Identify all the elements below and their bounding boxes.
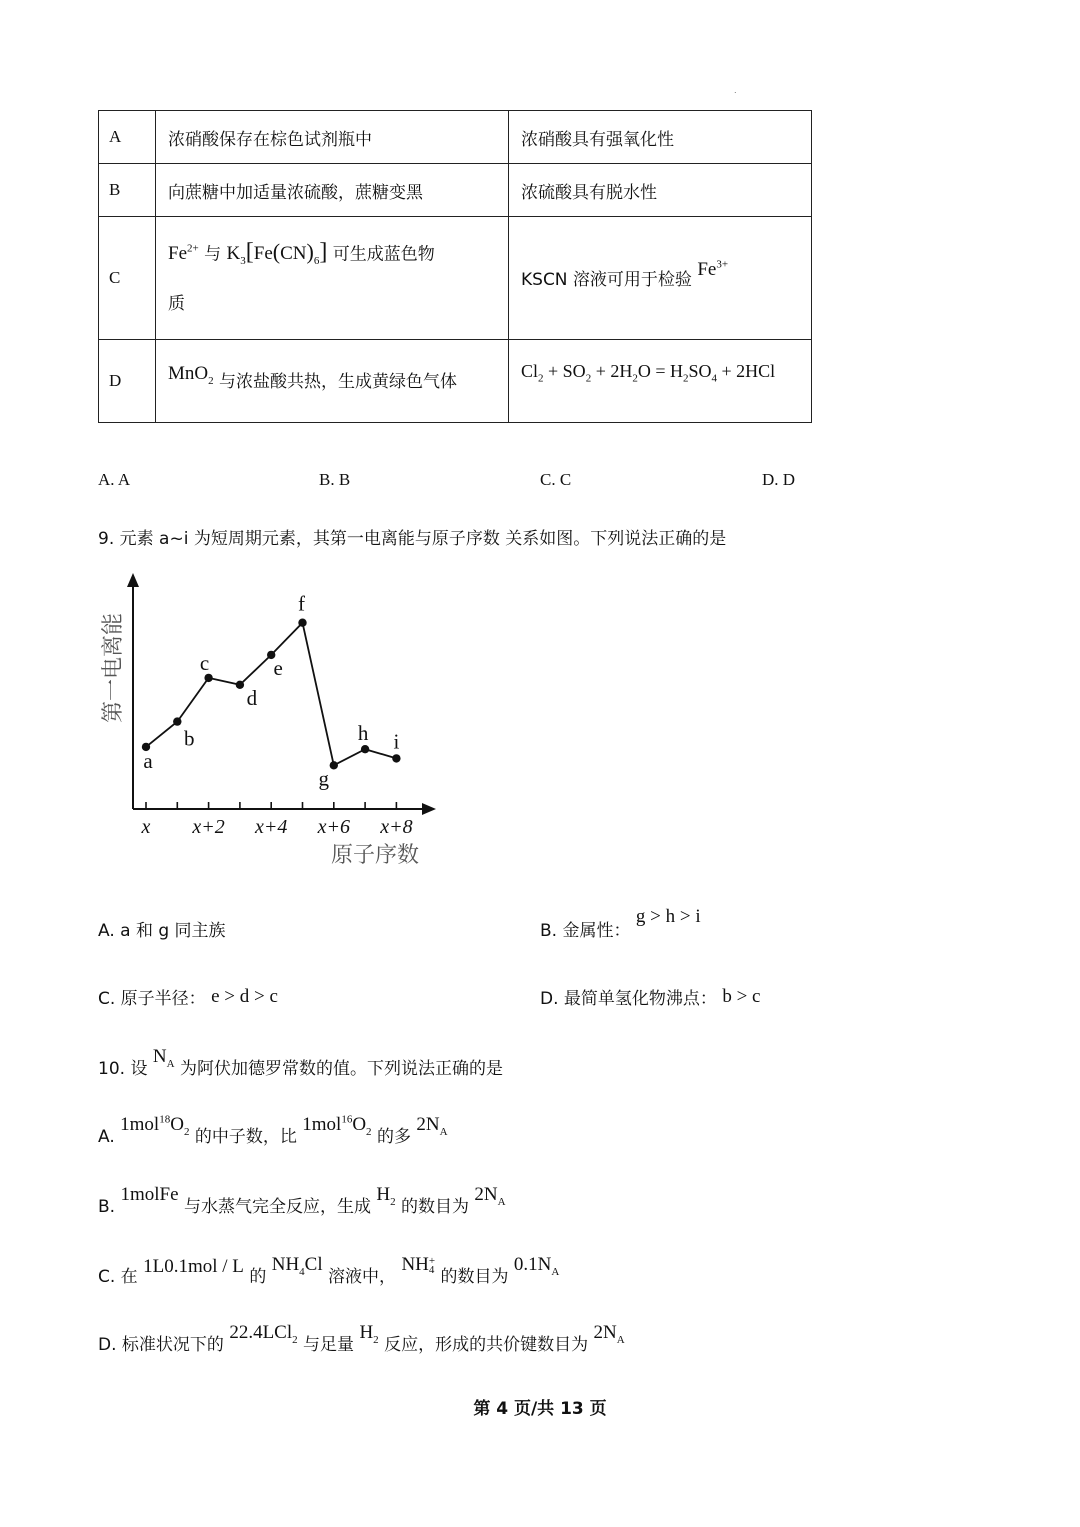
- statement-2: [509, 340, 812, 423]
- formula-h2: $H_2$: [376, 1184, 396, 1208]
- page-dot: .: [734, 86, 737, 95]
- q10-stem-suffix: 为阿伏加德罗常数的值。下列说法正确的是: [179, 1059, 503, 1079]
- x-tick-labels: [141, 816, 413, 838]
- point-label-f: f: [298, 591, 305, 616]
- q10-option-c-mid2: 溶液中，: [328, 1267, 397, 1287]
- q10-option-d: [98, 1322, 625, 1358]
- statement-1-suffix: 可生成蓝色物: [332, 244, 435, 265]
- formula-0-1na: $0.1N_A$: [513, 1254, 560, 1278]
- statement-1: 浓硝酸保存在棕色试剂瓶中: [156, 111, 509, 164]
- statement-1: 向蔗糖中加适量浓硫酸，蔗糖变黑: [156, 164, 509, 217]
- data-point-h: [361, 745, 369, 753]
- formula-1molfe: 1molFe: [120, 1184, 179, 1205]
- table-row: [99, 340, 812, 423]
- question-10-stem: [98, 1046, 503, 1082]
- q9-option-d-expr: b > c: [722, 986, 761, 1007]
- point-label-a: a: [143, 748, 153, 773]
- formula-ferricyanide: $K_3[Fe(CN)_6]$: [226, 239, 328, 268]
- data-point-i: [392, 754, 400, 762]
- point-label-g: g: [318, 766, 330, 791]
- q9-option-a: A. a 和 g 同主族: [98, 921, 226, 941]
- options-table: [98, 110, 812, 423]
- point-label-i: i: [393, 729, 400, 754]
- q10-option-a-mid: 的中子数，比: [194, 1127, 297, 1147]
- q10-option-d-label: D. 标准状况下的: [98, 1335, 224, 1355]
- choice-b: B. B: [319, 470, 351, 489]
- row-key: C: [99, 217, 156, 340]
- point-label-e: e: [273, 655, 283, 680]
- statement-2-prefix: KSCN 溶液可用于检验: [521, 270, 692, 290]
- statement-2: 浓硫酸具有脱水性: [509, 164, 812, 217]
- data-points: [142, 619, 401, 770]
- statement-1: [156, 340, 509, 423]
- formula-h2: $H_2$: [359, 1322, 379, 1346]
- table-row: [99, 164, 812, 217]
- page-footer: 第 4 页/共 13 页: [473, 1399, 607, 1419]
- q9-option-b-prefix: B. 金属性：: [540, 921, 631, 941]
- formula-22-4lcl2: 22.4LCl$_2$: [229, 1322, 298, 1346]
- q10-option-a: [98, 1113, 448, 1150]
- statement-2: 浓硝酸具有强氧化性: [509, 111, 812, 164]
- q9-option-c-expr: e > d > c: [211, 986, 278, 1007]
- q10-option-c-label: C. 在: [98, 1267, 138, 1287]
- x-tick-label: x+4: [255, 816, 288, 838]
- q10-option-a-end: 的多: [376, 1127, 411, 1147]
- q10-option-d-mid2: 反应，形成的共价键数目为: [384, 1335, 589, 1355]
- statement-1: $Fe^{2+}$ 与 $K_3[Fe(CN)_6]$ 可生成蓝色物 质: [156, 217, 509, 340]
- ionization-energy-chart: [90, 568, 450, 878]
- statement-1-suffix: 与浓盐酸共热，生成黄绿色气体: [219, 372, 458, 393]
- q10-stem-prefix: 10. 设: [98, 1059, 148, 1079]
- data-point-d: [236, 681, 244, 689]
- q9-option-c: [98, 984, 278, 1010]
- equation-cl2-so2: $Cl_2 + SO_2 + 2H_2O = H_2SO_4 + 2HCl$: [521, 361, 776, 385]
- q10-option-c-end: 的数目为: [440, 1267, 509, 1287]
- x-tick-label: x+8: [380, 816, 413, 838]
- row-key: D: [99, 340, 156, 423]
- q9-option-c-prefix: C. 原子半径：: [98, 989, 206, 1009]
- choice-a: A. A: [98, 470, 131, 489]
- x-ticks: [146, 802, 396, 809]
- formula-fe3: $Fe^{3+}$: [697, 258, 729, 280]
- point-label-h: h: [357, 721, 369, 746]
- q9-option-d-prefix: D. 最简单氢化物沸点：: [540, 989, 717, 1009]
- x-axis-label: 原子序数: [330, 842, 420, 867]
- question-9-stem: 9. 元素 a~i 为短周期元素，其第一电离能与原子序数 关系如图。下列说法正确的是: [98, 529, 727, 549]
- x-tick-label: x: [141, 816, 151, 838]
- point-label-c: c: [199, 650, 210, 675]
- formula-1mol-18o2: $1mol^{18}O_2$: [120, 1113, 190, 1138]
- statement-1-line2: 质: [168, 294, 185, 315]
- q10-option-c-mid1: 的: [249, 1267, 267, 1287]
- formula-2na: $2N_A$: [416, 1114, 448, 1138]
- table-row: [99, 217, 812, 340]
- table-row: [99, 111, 812, 164]
- data-point-f: [298, 619, 306, 627]
- row-key: B: [99, 164, 156, 217]
- y-axis-arrow: [127, 573, 139, 587]
- point-labels: [143, 592, 399, 791]
- choice-d: D. D: [762, 470, 796, 489]
- formula-nh4-ion: NH + 4: [401, 1254, 436, 1276]
- q10-option-c: [98, 1254, 560, 1290]
- q10-option-b-label: B.: [98, 1197, 116, 1217]
- data-point-c: [204, 674, 212, 682]
- formula-concentration: 1L0.1mol / L: [143, 1256, 244, 1277]
- q9-option-b: [540, 906, 701, 942]
- formula-na: $N_A$: [152, 1046, 175, 1070]
- q9-option-b-expr: g > h > i: [635, 906, 701, 927]
- q10-option-d-mid: 与足量: [303, 1335, 355, 1355]
- row-key: A: [99, 111, 156, 164]
- data-point-g: [330, 761, 338, 769]
- q9-option-d: [540, 984, 760, 1010]
- formula-1mol-16o2: $1mol^{16}O_2$: [302, 1113, 372, 1138]
- q10-option-b-end: 的数目为: [401, 1197, 469, 1217]
- q10-option-b: [98, 1184, 506, 1220]
- point-label-b: b: [184, 726, 195, 751]
- x-axis-arrow: [422, 803, 436, 815]
- q10-option-a-label: A.: [98, 1127, 115, 1147]
- formula-mno2: MnO$_2$: [168, 363, 214, 387]
- formula-2na: $2N_A$: [593, 1322, 625, 1346]
- x-tick-label: x+6: [317, 816, 350, 838]
- point-label-d: d: [246, 685, 258, 710]
- q10-option-b-mid: 与水蒸气完全反应，生成: [183, 1197, 371, 1217]
- y-axis-label: 第一电离能: [100, 612, 125, 724]
- x-tick-label: x+2: [192, 816, 225, 838]
- formula-2na: $2N_A$: [474, 1184, 506, 1208]
- formula-nh4cl: $NH_4Cl$: [271, 1254, 323, 1278]
- choice-c: C. C: [540, 470, 572, 489]
- statement-2: [509, 217, 812, 340]
- formula-fe2: $Fe^{2+}$: [168, 242, 199, 265]
- data-point-b: [173, 717, 181, 725]
